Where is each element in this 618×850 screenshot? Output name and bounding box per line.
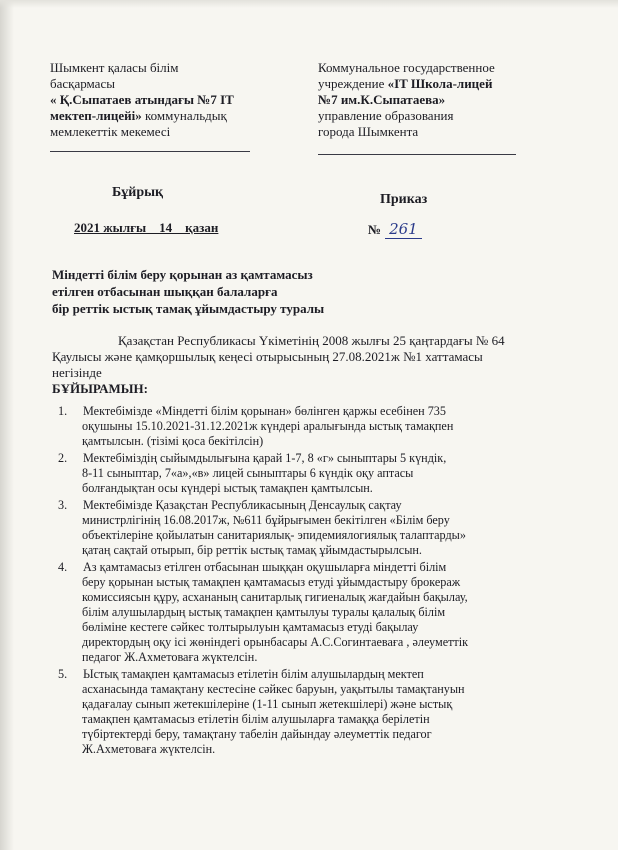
preamble-line: Қаулысы және қамқоршылық кеңесі отырысының 27.08.2021ж №1 хаттамасы xyxy=(52,349,483,364)
order-item-text xyxy=(82,498,577,558)
order-item-line: Ыстық тамақпен қамтамасыз етілетін білім алушылардың мектеп xyxy=(83,667,424,681)
order-item-line: Аз қамтамасыз етілген отбасынан шыққан оқушыларға міндетті білім xyxy=(83,560,447,574)
header-left-school-name: « Қ.Сыпатаев атындағы №7 IT xyxy=(50,92,234,107)
order-item-number: 5. xyxy=(58,667,68,681)
header-right-school-name-cont: №7 им.К.Сыпатаева» xyxy=(318,92,446,107)
order-item-line: қатаң сақтай отырып, бір реттік ыстық тамақ ұйымдастырылсын. xyxy=(82,543,422,557)
order-item-line: болғандықтан осы күндері ыстық тамақпен қамтылсын. xyxy=(82,481,373,495)
order-item xyxy=(52,404,577,449)
order-item-number: 4. xyxy=(58,560,68,574)
order-item-line: министрлігінің 16.08.2017ж, №611 бұйрығымен бекітілген «Білім беру xyxy=(82,513,450,527)
subject-line: етілген отбасынан шыққан балаларға xyxy=(52,284,278,299)
preamble-line xyxy=(52,365,562,397)
header-left-school-type: мектеп-лицейі» xyxy=(50,108,142,123)
order-item xyxy=(52,451,577,496)
preamble-line: Қазақстан Республикасы Үкіметінің 2008 жылғы 25 қаңтардағы № 64 xyxy=(118,333,505,348)
order-item-line: қамтылсын. (тізімі қоса бекітілсін) xyxy=(82,434,264,448)
order-date: 2021 жылғы 14 қазан xyxy=(74,220,219,235)
order-item-line: комиссиясын құру, асхананың санитарлық гигиеналық жағдайын бақылау, xyxy=(82,590,468,604)
order-item-line: директордың оқу ісі жөніндегі орынбасары А.С.Согинтаеваға , әлеуметтік xyxy=(82,635,469,649)
order-item-line: тамақпен қамтамасыз етілетін білім алушыларға тамаққа берілетін xyxy=(82,712,430,726)
header-right-divider xyxy=(318,154,516,155)
header-right-line-plain: учреждение xyxy=(318,76,388,91)
header-left-kz xyxy=(50,60,265,140)
order-item-line: объектілеріне қойылатын санитариялық- эпидемиялогиялық талаптарды» xyxy=(82,528,466,542)
order-item-line: Мектебімiздің сыйымдылығына қарай 1-7, 8 «г» сыныптары 5 күндік, xyxy=(83,451,447,465)
order-item-number: 3. xyxy=(58,498,68,512)
header-right-line xyxy=(318,76,538,92)
header-left-divider xyxy=(50,151,250,152)
order-title-kz: Бұйрық xyxy=(112,185,164,200)
header-right-line: города Шымкента xyxy=(318,124,419,139)
order-item-line: Мектебімізде Қазақстан Республикасының Денсаулық сақтау xyxy=(83,498,402,512)
order-subject xyxy=(52,266,372,317)
header-left-line: басқармасы xyxy=(50,76,115,91)
subject-line: бір реттік ыстық тамақ ұйымдастыру туралы xyxy=(52,301,325,316)
order-item-line: бөліміне кестеге сәйкес толтырылуын қамтамасыз етуді бақылау xyxy=(82,620,419,634)
order-number xyxy=(368,220,422,239)
preamble-basis: негізінде xyxy=(52,365,102,380)
order-item-text xyxy=(82,667,577,757)
order-number-prefix: № xyxy=(368,222,382,237)
subject-line: Міндетті білім беру қорынан аз қамтамасыз xyxy=(52,267,313,282)
order-item-line: түбіртектерді беру, тамақтану табелін дайындау әлеуметтік педагог xyxy=(82,727,432,741)
header-left-line: Шымкент қаласы білім xyxy=(50,60,179,75)
header-left-line-rest: коммунальдық xyxy=(141,108,227,123)
order-item-number: 2. xyxy=(58,451,68,465)
order-item-number: 1. xyxy=(58,404,68,418)
order-item-line: Ж.Ахметоваға жүктелсін. xyxy=(82,742,216,756)
order-number-handwritten: 261 xyxy=(385,220,422,239)
order-preamble xyxy=(52,333,562,397)
order-item-line: білім алушылардың ыстық тамақпен қамтылуы туралы қалалық білім xyxy=(82,605,446,619)
order-items-list xyxy=(52,404,577,759)
order-item-text xyxy=(82,404,577,449)
order-item-line: асханасында тамақтану кестесіне сәйкес баруын, уақытылы тамақтануын xyxy=(82,682,465,696)
order-item-line: беру қорынан ыстық тамақпен қамтамасыз етуді ұйымдастыру брокераж xyxy=(82,575,461,589)
order-item-line: оқушыны 15.10.2021-31.12.2021ж күндері аралығында ыстық тамақпен xyxy=(82,419,454,433)
order-item-text xyxy=(82,451,577,496)
order-item-line: қадағалау сынып жетекшілеріне (1-11 сынып жетекшілері) және ыстық xyxy=(82,697,453,711)
header-left-line xyxy=(50,108,265,124)
order-item-line: Мектебімізде «Міндетті білім қорынан» бөлінген қаржы есебінен 735 xyxy=(83,404,446,418)
order-item xyxy=(52,560,577,665)
order-title-ru: Приказ xyxy=(380,192,428,207)
header-right-line: управление образования xyxy=(318,108,454,123)
order-item xyxy=(52,667,577,757)
preamble-order-word: БҰЙЫРАМЫН: xyxy=(52,381,149,396)
header-left-line: мемлекеттік мекемесі xyxy=(50,124,171,139)
order-item xyxy=(52,498,577,558)
scan-top-shadow xyxy=(0,0,618,8)
header-right-ru xyxy=(318,60,538,140)
scan-left-edge xyxy=(0,0,14,850)
order-item-line: педагог Ж.Ахметоваға жүктелсін. xyxy=(82,650,258,664)
order-item-text xyxy=(82,560,577,665)
order-item-line: 8-11 сыныптар, 7«а»,«в» лицей сыныптары 6 күндік оқу аптасы xyxy=(82,466,414,480)
header-right-school-name: «IT Школа-лицей xyxy=(387,76,493,91)
header-right-line: Коммунальное государственное xyxy=(318,60,495,75)
